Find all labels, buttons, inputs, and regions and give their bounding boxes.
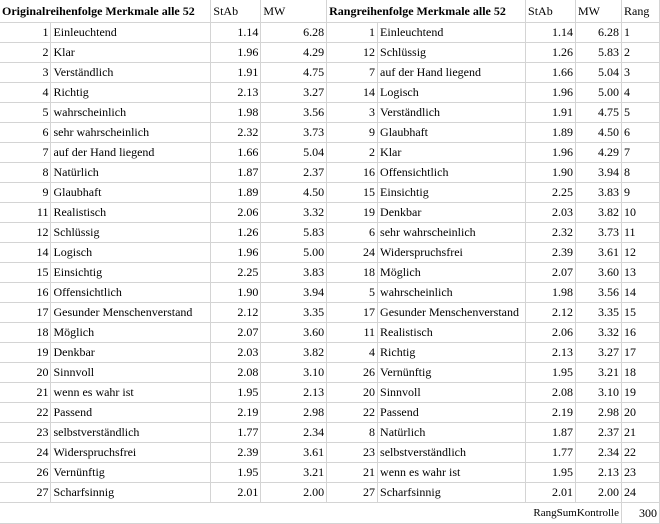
left-mw-value[interactable]: 4.29	[261, 43, 327, 63]
left-stab-value[interactable]: 2.32	[211, 123, 261, 143]
right-mw-value[interactable]: 2.13	[576, 463, 622, 483]
left-number[interactable]: 26	[0, 463, 51, 483]
right-attribute-name[interactable]: sehr wahrscheinlich	[378, 223, 526, 243]
right-number[interactable]: 12	[327, 43, 378, 63]
left-number[interactable]: 19	[0, 343, 51, 363]
left-mw-value[interactable]: 3.27	[261, 83, 327, 103]
right-attribute-name[interactable]: Offensichtlich	[378, 163, 526, 183]
left-number[interactable]: 24	[0, 443, 51, 463]
table-row	[0, 323, 660, 343]
right-attribute-name[interactable]: auf der Hand liegend	[378, 63, 526, 83]
right-attribute-name[interactable]: Sinnvoll	[378, 383, 526, 403]
right-attribute-name[interactable]: Realistisch	[378, 323, 526, 343]
empty-cell[interactable]	[327, 503, 378, 524]
left-mw-value[interactable]: 3.60	[261, 323, 327, 343]
left-stab-value[interactable]: 1.14	[211, 23, 261, 43]
rang-value[interactable]: 18	[621, 363, 659, 383]
footer-row	[0, 503, 660, 524]
right-attribute-name[interactable]: wenn es wahr ist	[378, 463, 526, 483]
empty-cell[interactable]	[51, 503, 211, 524]
table-row	[0, 223, 660, 243]
rang-value[interactable]: 15	[621, 303, 659, 323]
table-row	[0, 443, 660, 463]
left-number[interactable]: 4	[0, 83, 51, 103]
right-mw-value[interactable]: 2.37	[576, 423, 622, 443]
right-attribute-name[interactable]: Verständlich	[378, 103, 526, 123]
right-stab-value[interactable]: 2.13	[526, 343, 576, 363]
left-stab-header[interactable]: StAb	[211, 0, 261, 23]
right-stab-value[interactable]: 1.14	[526, 23, 576, 43]
right-mw-value[interactable]: 3.60	[576, 263, 622, 283]
right-stab-value[interactable]: 1.98	[526, 283, 576, 303]
left-mw-value[interactable]: 5.00	[261, 243, 327, 263]
right-mw-value[interactable]: 2.98	[576, 403, 622, 423]
left-stab-value[interactable]: 1.66	[211, 143, 261, 163]
rang-value[interactable]: 2	[621, 43, 659, 63]
right-mw-value[interactable]: 4.50	[576, 123, 622, 143]
left-attribute-name[interactable]: Denkbar	[51, 343, 211, 363]
left-stab-value[interactable]: 1.90	[211, 283, 261, 303]
left-attribute-name[interactable]: Vernünftig	[51, 463, 211, 483]
right-stab-value[interactable]: 1.96	[526, 143, 576, 163]
right-attribute-name[interactable]: Klar	[378, 143, 526, 163]
left-mw-value[interactable]: 3.83	[261, 263, 327, 283]
right-attribute-name[interactable]: Passend	[378, 403, 526, 423]
left-number[interactable]: 20	[0, 363, 51, 383]
right-mw-value[interactable]: 3.94	[576, 163, 622, 183]
right-attribute-name[interactable]: selbstverständlich	[378, 443, 526, 463]
rang-sum-value[interactable]: 300	[621, 503, 659, 524]
right-attribute-name[interactable]: Logisch	[378, 83, 526, 103]
table-row	[0, 83, 660, 103]
rang-value[interactable]: 4	[621, 83, 659, 103]
right-number[interactable]: 27	[327, 483, 378, 503]
left-mw-value[interactable]: 4.75	[261, 63, 327, 83]
right-attribute-name[interactable]: Widerspruchsfrei	[378, 243, 526, 263]
right-mw-value[interactable]: 3.82	[576, 203, 622, 223]
right-number[interactable]: 4	[327, 343, 378, 363]
right-number[interactable]: 17	[327, 303, 378, 323]
right-mw-value[interactable]: 3.10	[576, 383, 622, 403]
left-stab-value[interactable]: 1.26	[211, 223, 261, 243]
right-attribute-name[interactable]: Natürlich	[378, 423, 526, 443]
right-stab-value[interactable]: 1.91	[526, 103, 576, 123]
left-number[interactable]: 11	[0, 203, 51, 223]
rang-value[interactable]: 13	[621, 263, 659, 283]
table-row	[0, 303, 660, 323]
right-number[interactable]: 1	[327, 23, 378, 43]
empty-cell[interactable]	[261, 503, 327, 524]
left-attribute-name[interactable]: Natürlich	[51, 163, 211, 183]
left-number[interactable]: 8	[0, 163, 51, 183]
rang-value[interactable]: 19	[621, 383, 659, 403]
rang-value[interactable]: 3	[621, 63, 659, 83]
left-attribute-name[interactable]: sehr wahrscheinlich	[51, 123, 211, 143]
rang-value[interactable]: 20	[621, 403, 659, 423]
right-stab-value[interactable]: 1.87	[526, 423, 576, 443]
right-mw-value[interactable]: 3.27	[576, 343, 622, 363]
right-mw-value[interactable]: 3.32	[576, 323, 622, 343]
right-attribute-name[interactable]: Richtig	[378, 343, 526, 363]
left-attribute-name[interactable]: Sinnvoll	[51, 363, 211, 383]
left-attribute-name[interactable]: Richtig	[51, 83, 211, 103]
table-row	[0, 123, 660, 143]
left-number[interactable]: 27	[0, 483, 51, 503]
rang-value[interactable]: 9	[621, 183, 659, 203]
left-number[interactable]: 18	[0, 323, 51, 343]
left-mw-value[interactable]: 2.00	[261, 483, 327, 503]
empty-cell[interactable]	[378, 503, 526, 524]
rang-value[interactable]: 22	[621, 443, 659, 463]
left-attribute-name[interactable]: Passend	[51, 403, 211, 423]
left-attribute-name[interactable]: Einleuchtend	[51, 23, 211, 43]
right-mw-value[interactable]: 2.34	[576, 443, 622, 463]
table-row	[0, 463, 660, 483]
table-row	[0, 43, 660, 63]
table-row	[0, 363, 660, 383]
right-attribute-name[interactable]: Schlüssig	[378, 43, 526, 63]
left-stab-value[interactable]: 1.77	[211, 423, 261, 443]
left-attribute-name[interactable]: selbstverständlich	[51, 423, 211, 443]
left-attribute-name[interactable]: Glaubhaft	[51, 183, 211, 203]
left-attribute-name[interactable]: Möglich	[51, 323, 211, 343]
right-stab-value[interactable]: 1.89	[526, 123, 576, 143]
left-mw-value[interactable]: 3.61	[261, 443, 327, 463]
left-attribute-name[interactable]: Offensichtlich	[51, 283, 211, 303]
right-stab-value[interactable]: 2.03	[526, 203, 576, 223]
left-mw-value[interactable]: 2.98	[261, 403, 327, 423]
left-stab-value[interactable]: 2.25	[211, 263, 261, 283]
left-stab-value[interactable]: 1.96	[211, 243, 261, 263]
left-mw-value[interactable]: 2.34	[261, 423, 327, 443]
left-mw-value[interactable]: 4.50	[261, 183, 327, 203]
right-attribute-name[interactable]: Einleuchtend	[378, 23, 526, 43]
left-attribute-name[interactable]: Einsichtig	[51, 263, 211, 283]
right-stab-value[interactable]: 2.19	[526, 403, 576, 423]
left-mw-header[interactable]: MW	[261, 0, 327, 23]
right-mw-value[interactable]: 4.29	[576, 143, 622, 163]
header-row	[0, 0, 660, 23]
rang-value[interactable]: 12	[621, 243, 659, 263]
left-stab-value[interactable]: 1.95	[211, 463, 261, 483]
right-number[interactable]: 5	[327, 283, 378, 303]
left-mw-value[interactable]: 3.82	[261, 343, 327, 363]
right-stab-value[interactable]: 1.26	[526, 43, 576, 63]
left-stab-value[interactable]: 2.06	[211, 203, 261, 223]
right-attribute-name[interactable]: Vernünftig	[378, 363, 526, 383]
rang-sum-label[interactable]: RangSumKontrolle	[526, 503, 622, 524]
table-row	[0, 23, 660, 43]
left-number[interactable]: 17	[0, 303, 51, 323]
table-row	[0, 343, 660, 363]
left-attribute-name[interactable]: Scharfsinnig	[51, 483, 211, 503]
left-number[interactable]: 15	[0, 263, 51, 283]
rang-value[interactable]: 11	[621, 223, 659, 243]
left-attribute-name[interactable]: Verständlich	[51, 63, 211, 83]
left-mw-value[interactable]: 2.13	[261, 383, 327, 403]
left-number[interactable]: 6	[0, 123, 51, 143]
left-number[interactable]: 9	[0, 183, 51, 203]
left-attribute-name[interactable]: auf der Hand liegend	[51, 143, 211, 163]
left-mw-value[interactable]: 3.56	[261, 103, 327, 123]
right-mw-value[interactable]: 3.73	[576, 223, 622, 243]
right-mw-value[interactable]: 6.28	[576, 23, 622, 43]
right-stab-value[interactable]: 2.32	[526, 223, 576, 243]
table-row	[0, 423, 660, 443]
left-attribute-name[interactable]: Gesunder Menschenverstand	[51, 303, 211, 323]
right-mw-value[interactable]: 4.75	[576, 103, 622, 123]
right-attribute-name[interactable]: Möglich	[378, 263, 526, 283]
left-mw-value[interactable]: 3.10	[261, 363, 327, 383]
right-attribute-name[interactable]: Denkbar	[378, 203, 526, 223]
right-number[interactable]: 3	[327, 103, 378, 123]
right-attribute-name[interactable]: Scharfsinnig	[378, 483, 526, 503]
left-stab-value[interactable]: 2.12	[211, 303, 261, 323]
left-mw-value[interactable]: 3.73	[261, 123, 327, 143]
empty-cell[interactable]	[0, 503, 51, 524]
right-mw-value[interactable]: 3.56	[576, 283, 622, 303]
left-number[interactable]: 5	[0, 103, 51, 123]
left-attribute-name[interactable]: wahrscheinlich	[51, 103, 211, 123]
rang-value[interactable]: 24	[621, 483, 659, 503]
table-row	[0, 383, 660, 403]
right-number[interactable]: 6	[327, 223, 378, 243]
table-row	[0, 103, 660, 123]
table-row	[0, 483, 660, 503]
right-mw-value[interactable]: 2.00	[576, 483, 622, 503]
left-mw-value[interactable]: 3.35	[261, 303, 327, 323]
left-stab-value[interactable]: 1.95	[211, 383, 261, 403]
left-stab-value[interactable]: 1.91	[211, 63, 261, 83]
right-number[interactable]: 2	[327, 143, 378, 163]
right-stab-value[interactable]: 2.07	[526, 263, 576, 283]
right-number[interactable]: 20	[327, 383, 378, 403]
right-number[interactable]: 7	[327, 63, 378, 83]
right-stab-value[interactable]: 2.25	[526, 183, 576, 203]
right-attribute-name[interactable]: Glaubhaft	[378, 123, 526, 143]
left-number[interactable]: 2	[0, 43, 51, 63]
right-mw-value[interactable]: 5.04	[576, 63, 622, 83]
left-number[interactable]: 23	[0, 423, 51, 443]
right-mw-value[interactable]: 5.83	[576, 43, 622, 63]
left-mw-value[interactable]: 6.28	[261, 23, 327, 43]
table-row	[0, 403, 660, 423]
left-mw-value[interactable]: 5.83	[261, 223, 327, 243]
right-stab-value[interactable]: 1.77	[526, 443, 576, 463]
rang-value[interactable]: 7	[621, 143, 659, 163]
right-number[interactable]: 11	[327, 323, 378, 343]
left-number[interactable]: 7	[0, 143, 51, 163]
left-number[interactable]: 1	[0, 23, 51, 43]
table-row	[0, 63, 660, 83]
right-number[interactable]: 16	[327, 163, 378, 183]
table-row	[0, 163, 660, 183]
left-attribute-name[interactable]: Realistisch	[51, 203, 211, 223]
left-stab-value[interactable]: 1.98	[211, 103, 261, 123]
left-stab-value[interactable]: 2.08	[211, 363, 261, 383]
right-mw-value[interactable]: 5.00	[576, 83, 622, 103]
left-stab-value[interactable]: 2.13	[211, 83, 261, 103]
right-number[interactable]: 21	[327, 463, 378, 483]
left-stab-value[interactable]: 2.39	[211, 443, 261, 463]
table-row	[0, 283, 660, 303]
table-row	[0, 183, 660, 203]
rang-value[interactable]: 17	[621, 343, 659, 363]
right-stab-value[interactable]: 1.66	[526, 63, 576, 83]
right-number[interactable]: 22	[327, 403, 378, 423]
table-row	[0, 203, 660, 223]
right-number[interactable]: 24	[327, 243, 378, 263]
right-attribute-name[interactable]: Einsichtig	[378, 183, 526, 203]
left-attribute-name[interactable]: Klar	[51, 43, 211, 63]
left-number[interactable]: 14	[0, 243, 51, 263]
left-number[interactable]: 12	[0, 223, 51, 243]
right-mw-value[interactable]: 3.83	[576, 183, 622, 203]
left-number[interactable]: 22	[0, 403, 51, 423]
rang-value[interactable]: 14	[621, 283, 659, 303]
right-number[interactable]: 18	[327, 263, 378, 283]
right-stab-value[interactable]: 2.08	[526, 383, 576, 403]
left-mw-value[interactable]: 3.21	[261, 463, 327, 483]
left-mw-value[interactable]: 3.32	[261, 203, 327, 223]
left-mw-value[interactable]: 2.37	[261, 163, 327, 183]
right-stab-value[interactable]: 1.90	[526, 163, 576, 183]
table-row	[0, 243, 660, 263]
right-number[interactable]: 9	[327, 123, 378, 143]
left-stab-value[interactable]: 1.87	[211, 163, 261, 183]
right-attribute-name[interactable]: wahrscheinlich	[378, 283, 526, 303]
empty-cell[interactable]	[211, 503, 261, 524]
right-number[interactable]: 14	[327, 83, 378, 103]
right-stab-value[interactable]: 2.06	[526, 323, 576, 343]
right-number[interactable]: 19	[327, 203, 378, 223]
left-mw-value[interactable]: 5.04	[261, 143, 327, 163]
right-mw-header[interactable]: MW	[576, 0, 622, 23]
left-number[interactable]: 16	[0, 283, 51, 303]
right-number[interactable]: 15	[327, 183, 378, 203]
left-stab-value[interactable]: 1.96	[211, 43, 261, 63]
table-row	[0, 263, 660, 283]
left-attribute-name[interactable]: wenn es wahr ist	[51, 383, 211, 403]
right-stab-value[interactable]: 2.39	[526, 243, 576, 263]
left-stab-value[interactable]: 2.01	[211, 483, 261, 503]
rang-value[interactable]: 23	[621, 463, 659, 483]
rang-value[interactable]: 8	[621, 163, 659, 183]
right-stab-value[interactable]: 2.12	[526, 303, 576, 323]
rang-value[interactable]: 6	[621, 123, 659, 143]
right-number[interactable]: 23	[327, 443, 378, 463]
left-attribute-name[interactable]: Logisch	[51, 243, 211, 263]
left-stab-value[interactable]: 2.19	[211, 403, 261, 423]
right-number[interactable]: 8	[327, 423, 378, 443]
rang-value[interactable]: 10	[621, 203, 659, 223]
right-rang-header[interactable]: Rang	[621, 0, 659, 23]
left-number[interactable]: 3	[0, 63, 51, 83]
left-attribute-name[interactable]: Schlüssig	[51, 223, 211, 243]
right-mw-value[interactable]: 3.61	[576, 243, 622, 263]
right-mw-value[interactable]: 3.21	[576, 363, 622, 383]
right-stab-value[interactable]: 1.95	[526, 463, 576, 483]
right-attribute-name[interactable]: Gesunder Menschenverstand	[378, 303, 526, 323]
right-stab-value[interactable]: 2.01	[526, 483, 576, 503]
right-stab-value[interactable]: 1.95	[526, 363, 576, 383]
right-stab-value[interactable]: 1.96	[526, 83, 576, 103]
left-stab-value[interactable]: 2.03	[211, 343, 261, 363]
left-stab-value[interactable]: 1.89	[211, 183, 261, 203]
left-mw-value[interactable]: 3.94	[261, 283, 327, 303]
left-attribute-name[interactable]: Widerspruchsfrei	[51, 443, 211, 463]
right-mw-value[interactable]: 3.35	[576, 303, 622, 323]
right-stab-header[interactable]: StAb	[526, 0, 576, 23]
left-stab-value[interactable]: 2.07	[211, 323, 261, 343]
right-title[interactable]: Rangreihenfolge Merkmale alle 52	[327, 0, 526, 23]
rang-value[interactable]: 16	[621, 323, 659, 343]
rang-value[interactable]: 1	[621, 23, 659, 43]
rang-value[interactable]: 5	[621, 103, 659, 123]
right-number[interactable]: 26	[327, 363, 378, 383]
left-title[interactable]: Originalreihenfolge Merkmale alle 52	[0, 0, 211, 23]
left-number[interactable]: 21	[0, 383, 51, 403]
rang-value[interactable]: 21	[621, 423, 659, 443]
table-row	[0, 143, 660, 163]
